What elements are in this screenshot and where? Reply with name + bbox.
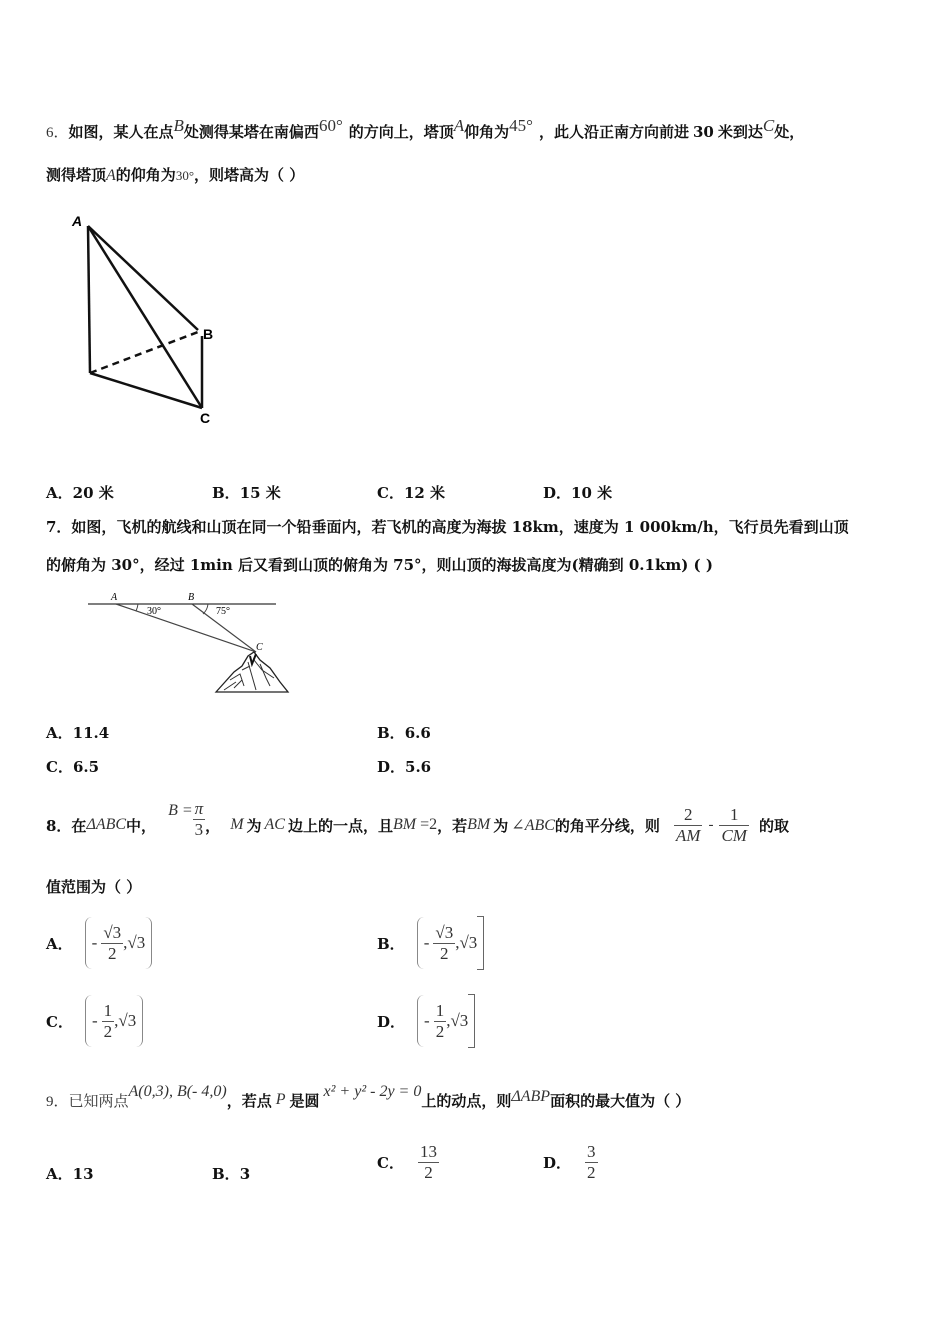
- option-key: A．: [46, 724, 73, 742]
- q6-fig-edge: [88, 226, 90, 373]
- neg-sign: -: [423, 933, 430, 952]
- q6-text: 米到达: [717, 123, 763, 141]
- option-key: A．: [46, 484, 73, 502]
- q9-math-circle: x² + y² - 2y = 0: [323, 1083, 422, 1100]
- q8-math-M: M: [230, 816, 244, 833]
- q6-text: 处，: [774, 123, 805, 141]
- paren-open: [417, 995, 424, 1047]
- q7-option-c[interactable]: [46, 756, 99, 777]
- q8-fraction-pi-3: [193, 799, 206, 840]
- q7-fig-label-C: C: [256, 642, 263, 653]
- q6-fig-label-C: C: [200, 410, 211, 426]
- q6-math-C: C: [762, 116, 775, 135]
- q8-text: ，: [205, 816, 221, 835]
- fraction: [433, 923, 455, 964]
- option-text: 10 米: [571, 484, 613, 502]
- option-key: C．: [46, 1012, 73, 1031]
- q8-math-BM: BM: [393, 816, 417, 833]
- q6-number: 6．: [46, 125, 69, 141]
- option-key: D．: [377, 1012, 406, 1031]
- q8-text: 为: [246, 816, 262, 835]
- q8-text: 的取: [758, 816, 789, 835]
- q6-math-A: A: [453, 116, 465, 135]
- q9-text: 面积的最大值为（ ）: [550, 1091, 691, 1110]
- q8-option-c[interactable]: [46, 990, 143, 1052]
- option-key: B．: [212, 484, 240, 502]
- option-key: D．: [543, 484, 572, 502]
- frac-den: 2: [587, 1162, 596, 1182]
- q6-option-c[interactable]: [377, 482, 445, 503]
- q9-option-a[interactable]: [46, 1163, 94, 1184]
- q9-option-b[interactable]: [212, 1163, 250, 1184]
- q6-math-B: B: [173, 116, 184, 135]
- q7-fig-angle-30: 30°: [147, 606, 161, 617]
- fraction: [101, 923, 123, 964]
- q7-fig-arc-30: [136, 604, 138, 611]
- q9-number: 9．已知两点: [46, 1093, 129, 1110]
- q6-distance: 30: [693, 123, 714, 141]
- sqrt-value: √3: [459, 933, 478, 952]
- q9-line1: [46, 1080, 690, 1120]
- q6-fig-label-A: A: [72, 213, 83, 229]
- neg-sign: -: [91, 933, 98, 952]
- frac-num: 3: [587, 1141, 596, 1161]
- fraction: [585, 1142, 598, 1183]
- fraction: [434, 1001, 447, 1042]
- q7-fig-sightline-a: [116, 604, 256, 652]
- q6-text: 测得塔顶: [46, 166, 107, 184]
- option-key: A．: [46, 1165, 73, 1183]
- q6-angle-45: 45°: [509, 116, 533, 135]
- option-text: 13: [72, 1165, 94, 1183]
- option-text: 20 米: [72, 484, 114, 502]
- q6-fig-edge: [90, 373, 202, 408]
- option-key: B．: [377, 934, 405, 953]
- frac-den: CM: [721, 825, 747, 845]
- bracket-close: [468, 994, 475, 1048]
- frac-num: 1: [729, 804, 739, 824]
- q8-option-a[interactable]: [46, 912, 152, 974]
- sqrt-value: √3: [127, 933, 146, 952]
- q6-option-a[interactable]: [46, 482, 114, 503]
- option-key: B．: [212, 1165, 240, 1183]
- q6-text: 的仰角为: [115, 166, 176, 184]
- q7-line2: 的俯角为 30°，经过 1min 后又看到山顶的俯角为 75°，则山顶的海拔高度为(精确到 0.1km) ( ): [46, 556, 713, 574]
- paren-open: [85, 917, 92, 969]
- q8-fraction-2-AM: [674, 805, 703, 846]
- q6-text: 的方向上，塔顶: [348, 123, 454, 141]
- q9-math-triangle: ΔABP: [511, 1088, 551, 1105]
- sqrt-value: √3: [118, 1011, 137, 1030]
- option-key: D．: [543, 1153, 572, 1172]
- q8-number: 8．在: [46, 816, 87, 835]
- paren-open: [417, 917, 424, 969]
- q6-math-A: A: [106, 167, 116, 184]
- q6-option-d[interactable]: [543, 482, 612, 503]
- q6-option-b[interactable]: [212, 482, 281, 503]
- q7-option-b[interactable]: [377, 722, 431, 743]
- q8-math-BM: BM: [467, 816, 491, 833]
- q6-text: ，则塔高为（ ）: [194, 166, 305, 184]
- option-key: C．: [377, 484, 404, 502]
- option-key: D．: [377, 758, 406, 776]
- q8-text: ，若: [437, 816, 468, 835]
- frac-den: 2: [418, 1162, 439, 1183]
- q6-text: 仰角为: [464, 123, 510, 141]
- q7-fig-label-B: B: [188, 592, 195, 603]
- option-text: 6.5: [72, 758, 100, 776]
- q8-math-AC: AC: [264, 816, 285, 833]
- paren-close: [145, 917, 152, 969]
- frac-den: 2: [103, 1021, 113, 1041]
- option-text: 15 米: [239, 484, 281, 502]
- q8-text: 边上的一点，且: [287, 816, 393, 835]
- q7-fig-mountain: [216, 652, 288, 692]
- q8-math-triangle: ΔABC: [86, 816, 127, 833]
- separator: ,: [114, 1011, 119, 1030]
- q8-math-eq2: =2: [420, 816, 438, 833]
- fraction: [102, 1001, 115, 1042]
- paren-open: [85, 995, 92, 1047]
- q8-line1: [46, 790, 789, 860]
- option-text: 6.6: [404, 724, 431, 742]
- q8-minus: -: [708, 816, 714, 833]
- frac-num: 13: [419, 1141, 437, 1161]
- neg-sign: -: [424, 1011, 430, 1030]
- neg-sign: -: [91, 1011, 98, 1030]
- option-text: 12 米: [403, 484, 446, 502]
- q6-angle-30: 30°: [175, 168, 195, 183]
- q8-option-b[interactable]: [377, 912, 484, 974]
- separator: ,: [455, 933, 460, 952]
- q7-line1: 7．如图，飞机的航线和山顶在同一个铅垂面内，若飞机的高度为海拔 18km，速度为 1 000km/h，飞行员先看到山顶: [46, 518, 849, 536]
- separator: ,: [446, 1011, 451, 1030]
- q8-math-angle-ABC: ∠ABC: [511, 817, 555, 834]
- separator: ,: [123, 933, 128, 952]
- q9-text: 是圆: [289, 1091, 320, 1110]
- q6-fig-label-B: B: [203, 326, 214, 342]
- q8-text: 为: [493, 816, 509, 835]
- q6-text: ，此人沿正南方向前进: [538, 123, 689, 141]
- q7-option-d[interactable]: [377, 756, 431, 777]
- q7-fig-angle-75: 75°: [216, 606, 230, 617]
- q9-option-c[interactable]: [377, 1136, 439, 1188]
- frac-den: AM: [675, 825, 701, 845]
- q6-line1: [46, 116, 804, 142]
- option-key: C．: [377, 1153, 404, 1172]
- sqrt-value: √3: [450, 1011, 469, 1030]
- q8-fraction-1-CM: [719, 805, 749, 846]
- q6-text: 如图，某人在点: [68, 123, 174, 141]
- q9-math-points: A(0,3), B(- 4,0): [128, 1083, 227, 1100]
- q6-line2: [46, 164, 304, 185]
- q9-text: ，若点: [226, 1091, 272, 1110]
- frac-num: 2: [683, 804, 693, 824]
- q8-text: 的角平分线，则: [554, 816, 660, 835]
- paren-close: [136, 995, 143, 1047]
- option-text: 3: [239, 1165, 251, 1183]
- q6-angle-60: 60°: [318, 116, 343, 135]
- frac-den: 2: [433, 943, 455, 964]
- q9-math-P: P: [275, 1091, 286, 1108]
- frac-den: 3: [193, 819, 206, 840]
- q7-option-a[interactable]: [46, 722, 109, 743]
- q6-fig-hidden-edge: [90, 332, 198, 373]
- q8-math-Beq: B =: [168, 802, 193, 819]
- q7-figure-mountain: [84, 590, 294, 700]
- frac-den: 2: [101, 943, 123, 964]
- fraction: [418, 1142, 439, 1183]
- option-text: 11.4: [72, 724, 110, 742]
- q8-line2: 值范围为（ ）: [46, 878, 142, 896]
- frac-num: √3: [103, 922, 122, 942]
- frac-num: 1: [103, 1000, 113, 1020]
- q6-figure-tetrahedron: [70, 208, 230, 428]
- q8-option-d[interactable]: [377, 990, 475, 1052]
- option-key: B．: [377, 724, 405, 742]
- bracket-close: [477, 916, 484, 970]
- option-text: 5.6: [405, 758, 432, 776]
- frac-num: 1: [435, 1000, 445, 1020]
- q9-option-d[interactable]: [543, 1136, 598, 1188]
- frac-num: √3: [435, 922, 454, 942]
- q7-fig-label-A: A: [111, 592, 118, 603]
- q6-text: 处测得某塔在南偏西: [183, 123, 319, 141]
- q8-text: 中，: [126, 816, 157, 835]
- option-key: C．: [46, 758, 73, 776]
- frac-den: 2: [435, 1021, 445, 1041]
- q9-text: 上的动点，则: [421, 1091, 512, 1110]
- option-key: A．: [46, 934, 73, 953]
- frac-num: π: [194, 798, 204, 818]
